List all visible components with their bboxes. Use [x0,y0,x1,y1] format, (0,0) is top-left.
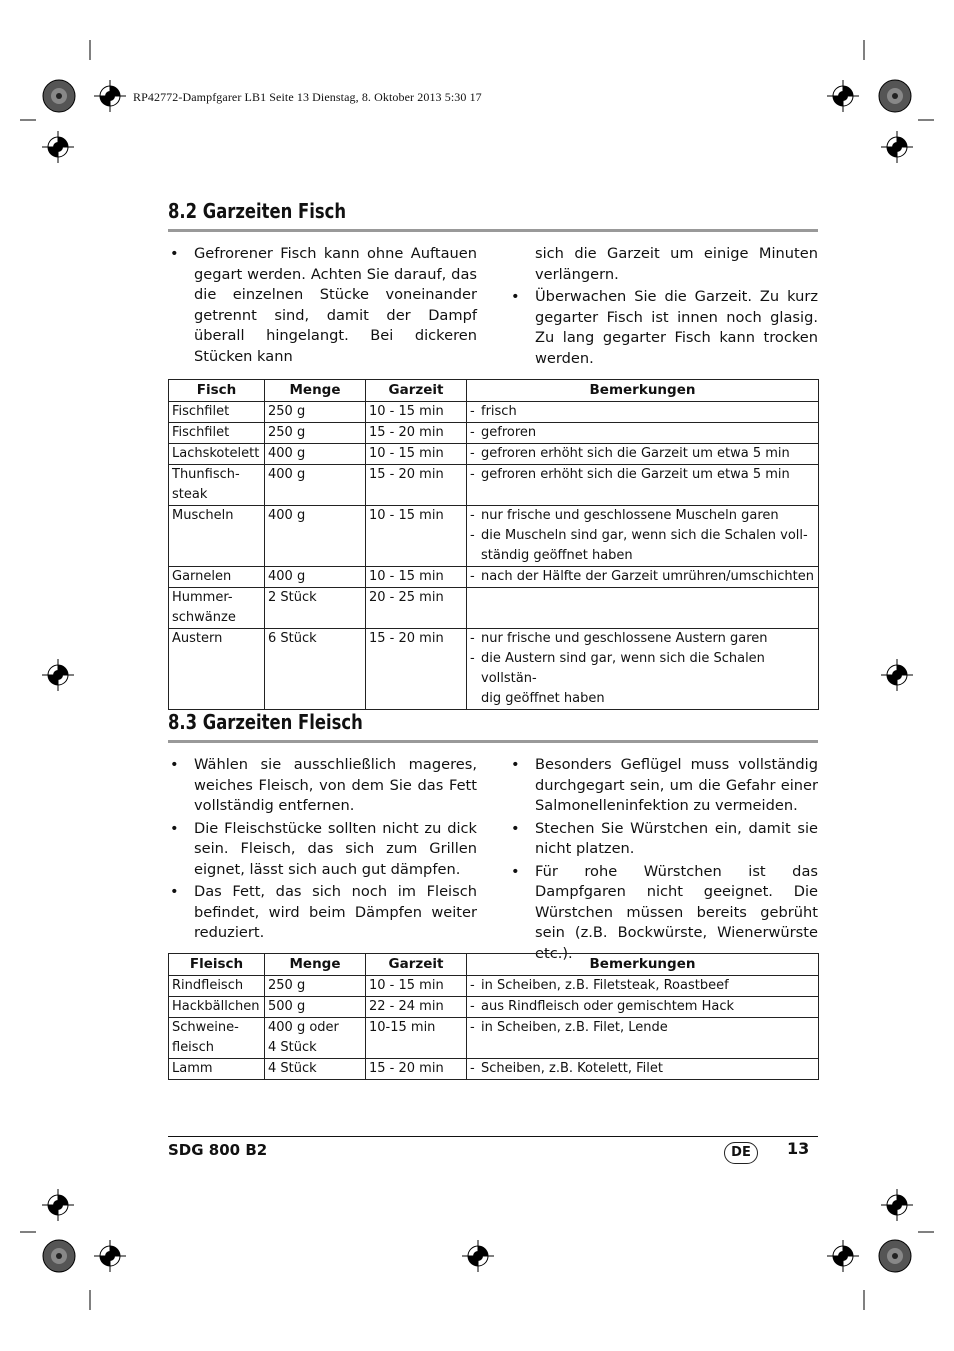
cell-time: 10-15 min [366,1018,467,1059]
cell-name-line: Hummer- [172,590,233,605]
footer-rule [168,1136,818,1137]
table-row [169,402,819,423]
table-row [169,444,819,465]
cell-name: Muscheln [169,506,265,567]
meat-bullet: • Die Fleischstücke sollten nicht zu dick sein. Fleisch, das sich zum Grillen eignet, lässt sich auch gut dämpfen. [168,819,477,881]
fish-table [168,379,819,710]
remark: - in Scheiben, z.B. Filet, Lende [481,1018,815,1038]
cell-time: 10 - 15 min [366,567,467,588]
col-header-remarks: Bemerkungen [467,954,819,976]
meat-table [168,953,819,1080]
col-header-amount: Menge [265,380,366,402]
cell-time: 10 - 15 min [366,976,467,997]
cell-remarks [467,567,819,588]
fish-text-right [509,244,818,371]
cell-time: 15 - 20 min [366,465,467,506]
remark: - gefroren erhöht sich die Garzeit um etwa 5 min [481,465,815,485]
cell-time: 20 - 25 min [366,588,467,629]
cell-amount: 4 Stück [265,1059,366,1080]
remark-continuation: dig geöffnet haben [481,691,605,706]
page-number: 13 [787,1139,810,1158]
col-header-time: Garzeit [366,380,467,402]
meat-text-left [168,755,477,946]
table-row [169,588,819,629]
table-row [169,976,819,997]
cell-name [169,588,265,629]
cell-remarks [467,423,819,444]
remark: - Scheiben, z.B. Kotelett, Filet [481,1059,815,1079]
cell-amount [265,1018,366,1059]
meat-bullet: • Besonders Geflügel muss vollständig durchgegart sein, um die Gefahr einer Salmonelleninfektion zu vermeiden. [509,755,818,817]
cell-name: Lamm [169,1059,265,1080]
remark: - die Austern sind gar, wenn sich die Schalen vollstän- [481,649,815,689]
meat-bullet: • Wählen sie ausschließlich mageres, weiches Fleisch, von dem Sie das Fett vollständig entfernen. [168,755,477,817]
remark-continuation: ständig geöffnet haben [481,548,633,563]
table-row [169,423,819,444]
cell-name-line: Schweine- [172,1020,239,1035]
cell-remarks [467,444,819,465]
language-badge: DE [724,1142,758,1164]
section-rule-meat [168,740,818,743]
cell-amount: 400 g [265,444,366,465]
cell-name [169,1018,265,1059]
table-header-row [169,380,819,402]
cell-amount: 400 g [265,465,366,506]
table-header-row [169,954,819,976]
remark: - frisch [481,402,815,422]
table-row [169,997,819,1018]
cell-name-line: steak [172,487,208,502]
cell-amount: 400 g [265,567,366,588]
table-row [169,1059,819,1080]
remark: - nur frische und geschlossene Austern garen [481,629,815,649]
cell-time: 22 - 24 min [366,997,467,1018]
cell-time: 10 - 15 min [366,506,467,567]
fish-bullet: • Gefrorener Fisch kann ohne Auftauen gegart werden. Achten Sie darauf, das die einzelnen Stücke voneinander getrennt sind, damit der Dampf überall hingelangt. Bei dickeren Stücken kann [168,244,477,367]
cell-name: Fischfilet [169,402,265,423]
table-row [169,465,819,506]
col-header-remarks: Bemerkungen [467,380,819,402]
cell-time: 15 - 20 min [366,629,467,710]
cell-time: 15 - 20 min [366,1059,467,1080]
col-header-meat: Fleisch [169,954,265,976]
table-row [169,567,819,588]
cell-name: Austern [169,629,265,710]
table-row [169,1018,819,1059]
cell-name: Garnelen [169,567,265,588]
meat-bullet: • Stechen Sie Würstchen ein, damit sie nicht platzen. [509,819,818,860]
cell-amount: 6 Stück [265,629,366,710]
cell-remarks [467,1018,819,1059]
cell-remarks [467,1059,819,1080]
cell-name: Fischfilet [169,423,265,444]
cell-time: 10 - 15 min [366,402,467,423]
section-heading-meat: 8.3 Garzeiten Fleisch [168,710,363,734]
cell-remarks [467,402,819,423]
cell-amount: 400 g [265,506,366,567]
remark: - gefroren erhöht sich die Garzeit um etwa 5 min [481,444,815,464]
meat-text-right [509,755,818,966]
cell-remarks [467,506,819,567]
table-row [169,506,819,567]
cell-amount-line: 400 g oder [268,1020,339,1035]
print-header: RP42772-Dampfgarer LB1 Seite 13 Dienstag, 8. Oktober 2013 5:30 17 [133,90,482,104]
meat-bullet: • Für rohe Würstchen ist das Dampfgaren nicht geeignet. Die Würstchen müssen bereits gebrüht sein (z.B. Bockwürste, Wienerwürste etc.). [509,862,818,965]
remark: - die Muscheln sind gar, wenn sich die Schalen voll- [481,526,815,546]
cell-amount: 250 g [265,976,366,997]
fish-bullet: • Überwachen Sie die Garzeit. Zu kurz gegarter Fisch ist innen noch glasig. Zu lang gegarter Fisch kann trocken werden. [509,287,818,369]
model-number: SDG 800 B2 [168,1141,268,1159]
cell-name: Rindfleisch [169,976,265,997]
section-rule-fish [168,229,818,232]
cell-amount: 250 g [265,402,366,423]
meat-bullet: • Das Fett, das sich noch im Fleisch befindet, wird beim Dämpfen weiter reduziert. [168,882,477,944]
cell-name-line: Thunfisch- [172,467,240,482]
cell-remarks [467,997,819,1018]
col-header-amount: Menge [265,954,366,976]
cell-name-line: fleisch [172,1040,214,1055]
cell-remarks [467,629,819,710]
remark: - nur frische und geschlossene Muscheln garen [481,506,815,526]
cell-name-line: schwänze [172,610,236,625]
remark: - gefroren [481,423,815,443]
remark: - aus Rindfleisch oder gemischtem Hack [481,997,815,1017]
cell-amount: 250 g [265,423,366,444]
cell-remarks [467,976,819,997]
cell-remarks [467,588,819,629]
remark: - in Scheiben, z.B. Filetsteak, Roastbeef [481,976,815,996]
cell-name: Lachskotelett [169,444,265,465]
table-row [169,629,819,710]
cell-remarks [467,465,819,506]
cell-amount-line: 4 Stück [268,1040,317,1055]
remark: - nach der Hälfte der Garzeit umrühren/umschichten [481,567,815,587]
cell-name [169,465,265,506]
col-header-fish: Fisch [169,380,265,402]
fish-text-left [168,244,477,369]
cell-time: 15 - 20 min [366,423,467,444]
cell-amount: 2 Stück [265,588,366,629]
cell-amount: 500 g [265,997,366,1018]
col-header-time: Garzeit [366,954,467,976]
cell-time: 10 - 15 min [366,444,467,465]
fish-bullet-continuation: sich die Garzeit um einige Minuten verlängern. [535,245,818,283]
cell-name: Hackbällchen [169,997,265,1018]
section-heading-fish: 8.2 Garzeiten Fisch [168,199,347,223]
